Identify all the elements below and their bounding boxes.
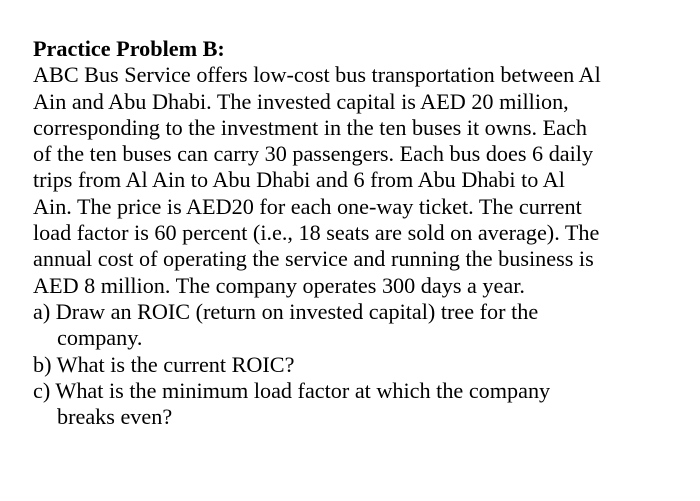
paragraph-line: corresponding to the investment in the ten buses it owns. Each bbox=[33, 114, 587, 140]
question-c-text: c) What is the minimum load factor at which the company bbox=[33, 377, 551, 403]
paragraph-line: trips from Al Ain to Abu Dhabi and 6 from Abu Dhabi to Al bbox=[33, 167, 565, 193]
question-c-continuation: breaks even? bbox=[57, 404, 173, 430]
question-b-text: b) What is the current ROIC? bbox=[33, 351, 295, 377]
question-b bbox=[33, 352, 673, 378]
paragraph-line: Ain and Abu Dhabi. The invested capital is AED 20 million, bbox=[33, 88, 569, 114]
paragraph-line: AED 8 million. The company operates 300 days a year. bbox=[33, 272, 525, 298]
problem-document bbox=[33, 36, 673, 430]
question-c bbox=[33, 378, 673, 431]
paragraph-line: Ain. The price is AED20 for each one-way ticket. The current bbox=[33, 193, 582, 219]
question-a bbox=[33, 299, 673, 352]
paragraph-line: ABC Bus Service offers low-cost bus transportation between Al bbox=[33, 62, 601, 88]
paragraph-line: annual cost of operating the service and running the business is bbox=[33, 246, 594, 272]
paragraph-line: load factor is 60 percent (i.e., 18 seats are sold on average). The bbox=[33, 220, 600, 246]
problem-title: Practice Problem B: bbox=[33, 36, 225, 61]
question-a-continuation: company. bbox=[57, 325, 143, 351]
paragraph-line: of the ten buses can carry 30 passengers. Each bus does 6 daily bbox=[33, 141, 594, 167]
question-a-text: a) Draw an ROIC (return on invested capital) tree for the bbox=[33, 298, 539, 324]
problem-paragraph bbox=[33, 62, 673, 299]
